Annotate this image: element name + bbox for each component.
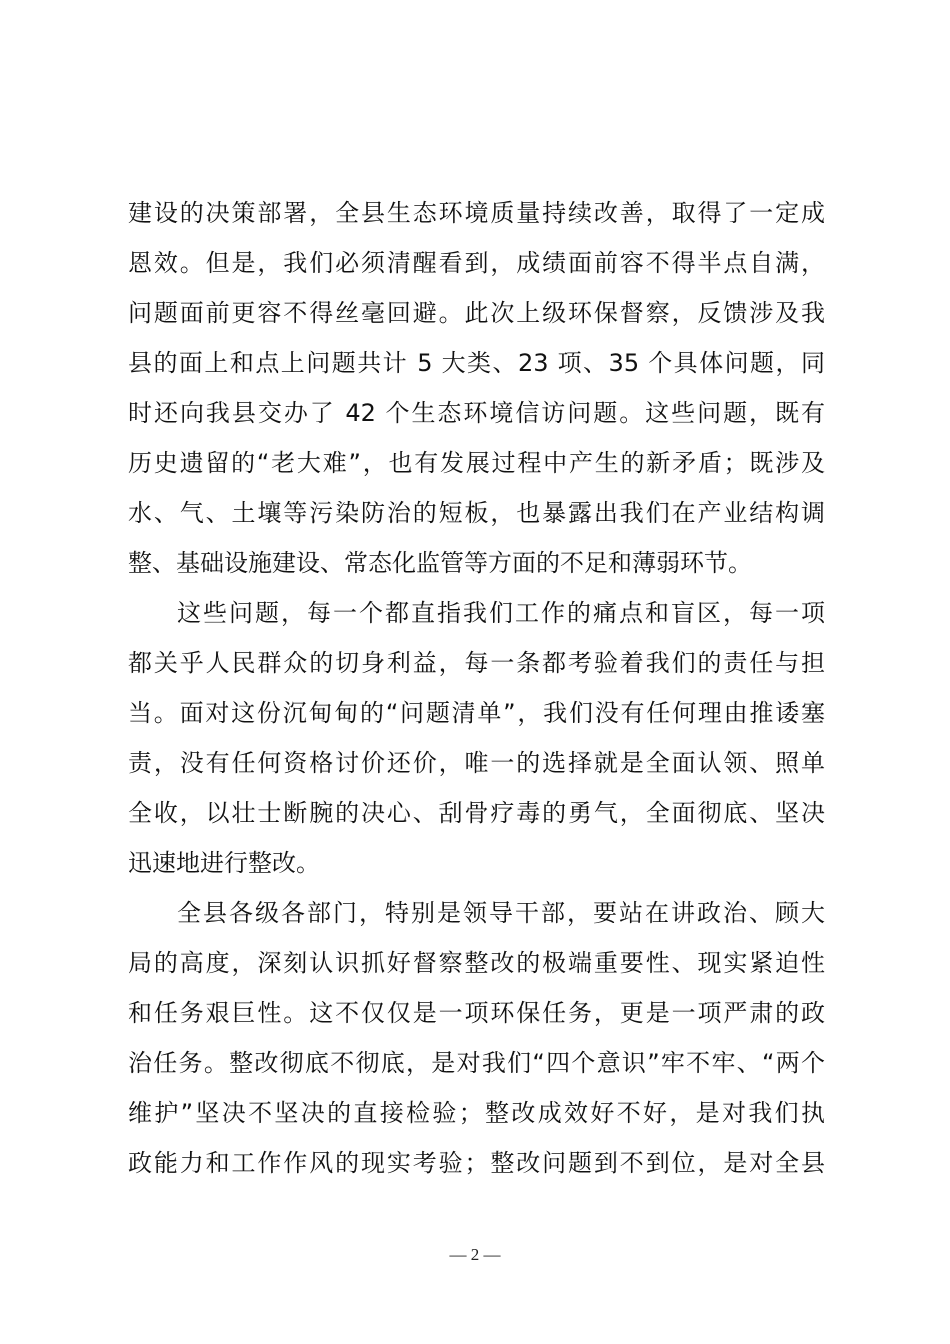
text-line: 建设的决策部署，全县生态环境质量持续改善，取得了一定成: [128, 199, 825, 227]
text-line: 县的面上和点上问题共计 5 大类、23 项、35 个具体问题，同: [128, 349, 825, 377]
text-line: 水、气、土壤等污染防治的短板，也暴露出我们在产业结构调: [128, 499, 825, 527]
text-line: 整、基础设施建设、常态化监管等方面的不足和薄弱环节。: [128, 549, 752, 577]
text-line: 治任务。整改彻底不彻底，是对我们“四个意识”牢不牢、“两个: [128, 1049, 825, 1077]
text-line: 全县各级各部门，特别是领导干部，要站在讲政治、顾大: [177, 899, 825, 927]
text-line: 问题面前更容不得丝毫回避。此次上级环保督察，反馈涉及我: [128, 299, 825, 327]
text-line: 都关乎人民群众的切身利益，每一条都考验着我们的责任与担: [128, 649, 825, 677]
text-line: 维护”坚决不坚决的直接检验；整改成效好不好，是对我们执: [128, 1099, 825, 1127]
page-number: — 2 —: [449, 1245, 501, 1264]
text-line: 历史遗留的“老大难”，也有发展过程中产生的新矛盾；既涉及: [128, 449, 825, 477]
text-line: 局的高度，深刻认识抓好督察整改的极端重要性、现实紧迫性: [128, 949, 825, 977]
text-line: 恩效。但是，我们必须清醒看到，成绩面前容不得半点自满，: [128, 249, 825, 277]
text-line: 和任务艰巨性。这不仅仅是一项环保任务，更是一项严肃的政: [128, 999, 825, 1027]
text-line: 这些问题，每一个都直指我们工作的痛点和盲区，每一项: [177, 599, 825, 627]
text-line: 政能力和工作作风的现实考验；整改问题到不到位，是对全县: [128, 1149, 825, 1177]
text-line: 时还向我县交办了 42 个生态环境信访问题。这些问题，既有: [128, 399, 825, 427]
text-line: 当。面对这份沉甸甸的“问题清单”，我们没有任何理由推诿塞: [128, 699, 825, 727]
text-line: 全收，以壮士断腕的决心、刮骨疗毒的勇气，全面彻底、坚决: [128, 799, 825, 827]
text-line: 责，没有任何资格讨价还价，唯一的选择就是全面认领、照单: [128, 749, 825, 777]
text-line: 迅速地进行整改。: [128, 849, 320, 877]
